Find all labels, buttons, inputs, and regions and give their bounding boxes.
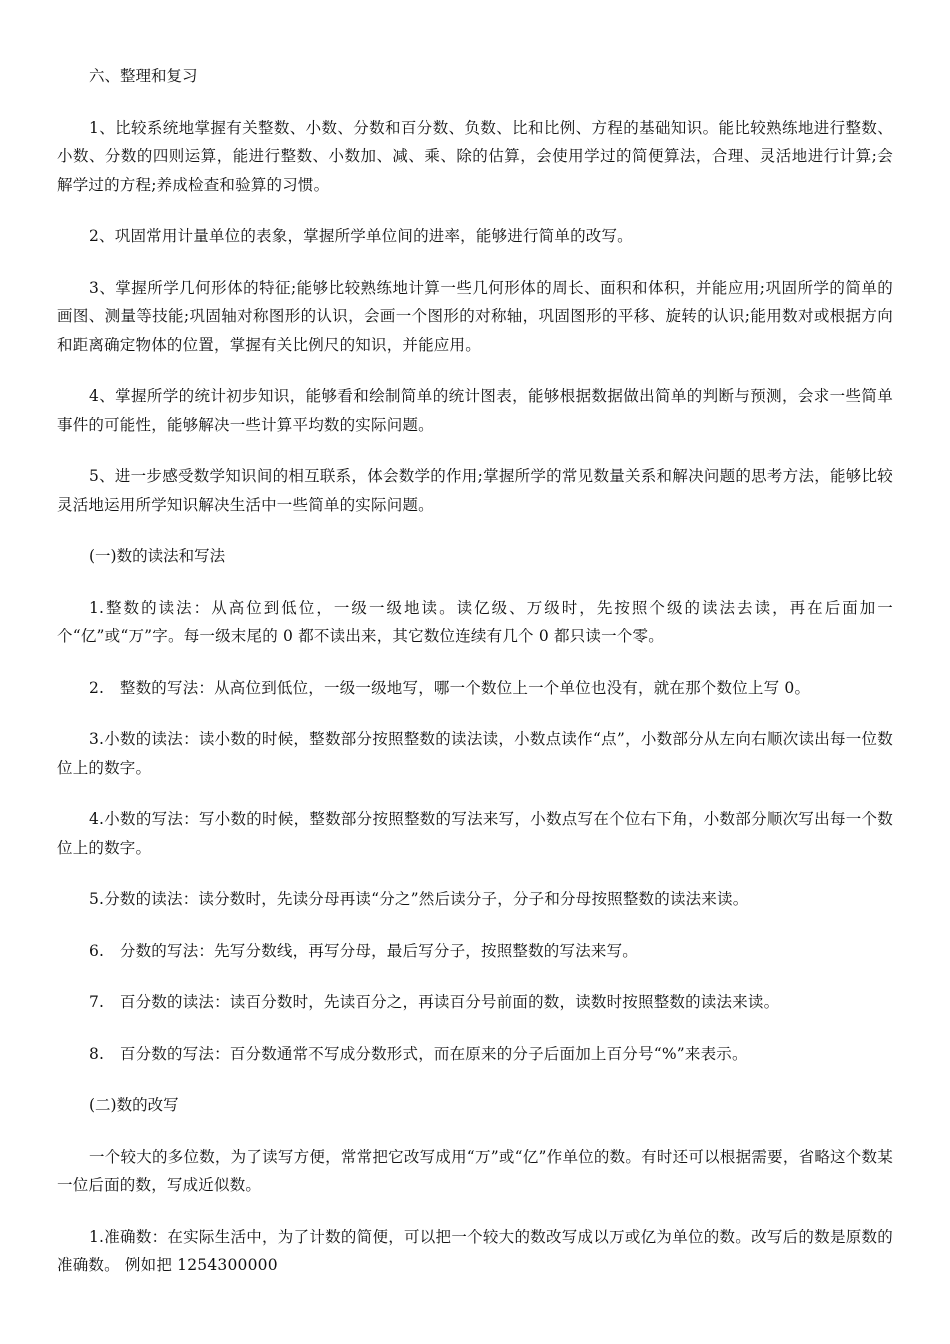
goal-paragraph-4: 4、掌握所学的统计初步知识，能够看和绘制简单的统计图表，能够根据数据做出简单的判断与预测，会求一些简单事件的可能性，能够解决一些计算平均数的实际问题。 — [57, 387, 893, 434]
rule-percent-writing: 8. 百分数的写法：百分数通常不写成分数形式，而在原来的分子后面加上百分号“%”来表示。 — [89, 1044, 748, 1063]
document-page — [57, 62, 893, 1280]
rule-decimal-writing: 4.小数的写法：写小数的时候，整数部分按照整数的写法来写，小数点写在个位右下角，小数部分顺次写出每一个数位上的数字。 — [57, 810, 893, 857]
rule-percent-reading: 7. 百分数的读法：读百分数时，先读百分之，再读百分号前面的数，读数时按照整数的读法来读。 — [89, 993, 780, 1011]
goal-paragraph-2: 2、巩固常用计量单位的表象，掌握所学单位间的进率，能够进行简单的改写。 — [89, 227, 633, 245]
subsection-title-reading-writing: (一)数的读法和写法 — [89, 547, 226, 565]
subsection-title-rewriting: (二)数的改写 — [89, 1096, 179, 1114]
rule-fraction-reading: 5.分数的读法：读分数时，先读分母再读“分之”然后读分子，分子和分母按照整数的读法来读。 — [89, 890, 749, 908]
rewrite-intro-paragraph: 一个较大的多位数，为了读写方便，常常把它改写成用“万”或“亿”作单位的数。有时还可以根据需要，省略这个数某一位后面的数，写成近似数。 — [57, 1147, 893, 1194]
goal-paragraph-3: 3、掌握所学几何形体的特征;能够比较熟练地计算一些几何形体的周长、面积和体积，并能应用;巩固所学的简单的画图、测量等技能;巩固轴对称图形的认识，会画一个图形的对称轴，巩固图形的平移、旋转的认识;能用数对或根据方向和距离确定物体的位置，掌握有关比例尺的知识，并能应用。 — [57, 278, 893, 354]
rule-decimal-reading: 3.小数的读法：读小数的时候，整数部分按照整数的读法读，小数点读作“点”，小数部分从左向右顺次读出每一位数位上的数字。 — [57, 730, 893, 777]
goal-paragraph-5: 5、进一步感受数学知识间的相互联系，体会数学的作用;掌握所学的常见数量关系和解决问题的思考方法，能够比较灵活地运用所学知识解决生活中一些简单的实际问题。 — [57, 467, 893, 514]
rule-fraction-writing: 6. 分数的写法：先写分数线，再写分母，最后写分子，按照整数的写法来写。 — [89, 941, 638, 960]
rule-integer-reading: 1.整数的读法：从高位到低位，一级一级地读。读亿级、万级时，先按照个级的读法去读，再在后面加一个“亿”或“万”字。每一级末尾的 0 都不读出来，其它数位连续有几个 0 都只读一个零。 — [57, 598, 893, 645]
rewrite-exact-number-paragraph: 1.准确数：在实际生活中，为了计数的简便，可以把一个较大的数改写成以万或亿为单位的数。改写后的数是原数的准确数。 例如把 1254300000 — [57, 1227, 893, 1274]
section-title: 六、整理和复习 — [89, 67, 198, 85]
goal-paragraph-1: 1、比较系统地掌握有关整数、小数、分数和百分数、负数、比和比例、方程的基础知识。能比较熟练地进行整数、小数、分数的四则运算，能进行整数、小数加、减、乘、除的估算，会使用学过的简便算法，合理、灵活地进行计算;会解学过的方程;养成检查和验算的习惯。 — [57, 118, 893, 194]
rule-integer-writing: 2. 整数的写法：从高位到低位，一级一级地写，哪一个数位上一个单位也没有，就在那个数位上写 0。 — [89, 678, 811, 697]
